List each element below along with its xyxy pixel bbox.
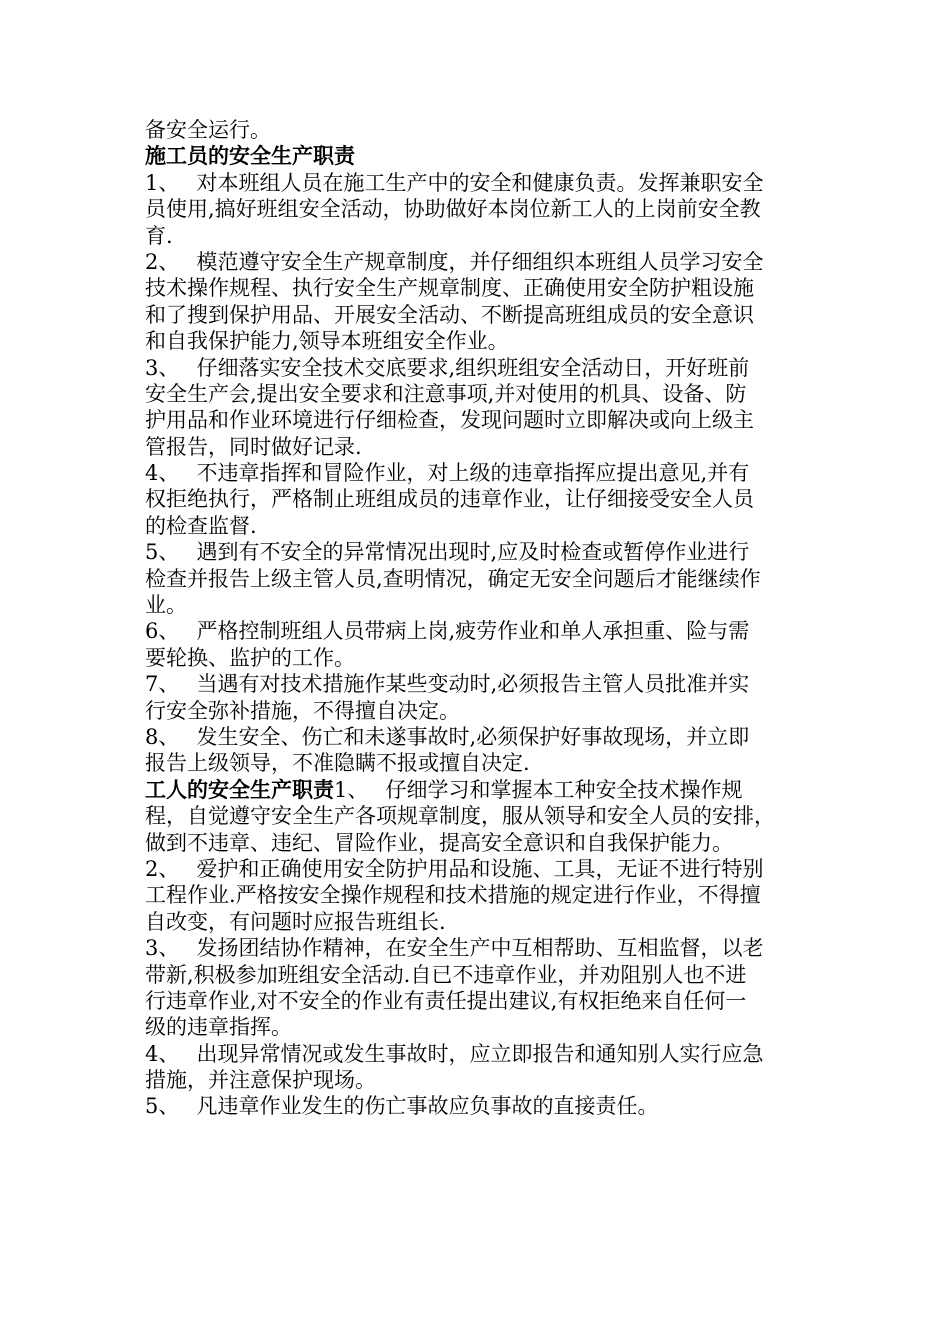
text-line: 4、 出现异常情况或发生事故时，应立即报告和通知别人实行应急 (145, 1041, 764, 1066)
text-line: 6、 严格控制班组人员带病上岗,疲劳作业和单人承担重、险与需 (145, 619, 750, 644)
text-line: 工程作业.严格按安全操作规程和技术措施的规定进行作业，不得擅 (145, 883, 761, 908)
text-line: 行违章作业,对不安全的作业有责任提出建议,有权拒绝来自任何一 (145, 988, 747, 1013)
text-line: 的检查监督. (145, 513, 257, 538)
text-line: 1、 对本班组人员在施工生产中的安全和健康负责。发挥兼职安全 (145, 170, 764, 195)
text-line: 备安全运行。 (145, 118, 271, 142)
text-line: 3、 发扬团结协作精神，在安全生产中互相帮助、互相监督，以老 (145, 936, 764, 961)
text-line: 检查并报告上级主管人员,查明情况，确定无安全问题后才能继续作 (145, 566, 761, 591)
text-line: 2、 爱护和正确使用安全防护用品和设施、工具，无证不进行特别 (145, 856, 764, 881)
text-line: 级的违章指挥。 (145, 1015, 292, 1040)
document-page (145, 117, 825, 1120)
text-line: 8、 发生安全、伤亡和未遂事故时,必须保护好事故现场，并立即 (145, 724, 750, 749)
text-line: 技术操作规程、执行安全生产规章制度、正确使用安全防护粗设施 (145, 276, 754, 301)
text-line: 报告上级领导，不准隐瞒不报或擅自决定. (145, 751, 530, 776)
text-line: 带新,积极参加班组安全活动.自已不违章作业，并劝阻别人也不进 (145, 962, 747, 987)
worker-item-1-start: 1、 仔细学习和掌握本工种安全技术操作规 (334, 777, 743, 802)
text-line: 护用品和作业环境进行仔细检查，发现问题时立即解决或向上级主 (145, 408, 754, 433)
worker-heading-line (145, 777, 825, 803)
text-line: 做到不违章、违纪、冒险作业，提高安全意识和自我保护能力。 (145, 830, 733, 855)
text-line: 7、 当遇有对技术措施作某些变动时,必须报告主管人员批准并实 (145, 672, 750, 697)
text-line: 业。 (145, 593, 187, 618)
text-line: 5、 遇到有不安全的异常情况出现时,应及时检查或暂停作业进行 (145, 540, 750, 565)
text-line: 和了搜到保护用品、开展安全活动、不断提高班组成员的安全意识 (145, 302, 754, 327)
section-heading-worker: 工人的安全生产职责 (145, 777, 334, 802)
text-line: 5、 凡违章作业发生的伤亡事故应负事故的直接责任。 (145, 1094, 659, 1119)
text-line: 程，自觉遵守安全生产各项规章制度，服从领导和安全人员的安排， (145, 804, 775, 829)
text-line: 员使用,搞好班组安全活动，协助做好本岗位新工人的上岗前安全教 (145, 197, 761, 222)
text-line: 2、 模范遵守安全生产规章制度，并仔细组织本班组人员学习安全 (145, 249, 764, 274)
text-line: 行安全弥补措施，不得擅自决定。 (145, 698, 460, 723)
text-line: 权拒绝执行，严格制止班组成员的违章作业，让仔细接受安全人员 (145, 487, 754, 512)
text-line: 措施，并注意保护现场。 (145, 1068, 376, 1093)
text-line: 和自我保护能力,领导本班组安全作业。 (145, 329, 509, 354)
text-line: 育. (145, 223, 173, 248)
text-line: 自改变，有问题时应报告班组长. (145, 909, 446, 934)
text-line: 管报告，同时做好记录. (145, 434, 362, 459)
section-heading-construction-officer: 施工员的安全生产职责 (145, 144, 355, 169)
text-line: 3、 仔细落实安全技术交底要求,组织班组安全活动日，开好班前 (145, 355, 750, 380)
text-line: 要轮换、监护的工作。 (145, 645, 355, 670)
text-line: 4、 不违章指挥和冒险作业，对上级的违章指挥应提出意见,并有 (145, 461, 750, 486)
text-line: 安全生产会,提出安全要求和注意事项,并对使用的机具、设备、防 (145, 381, 747, 406)
